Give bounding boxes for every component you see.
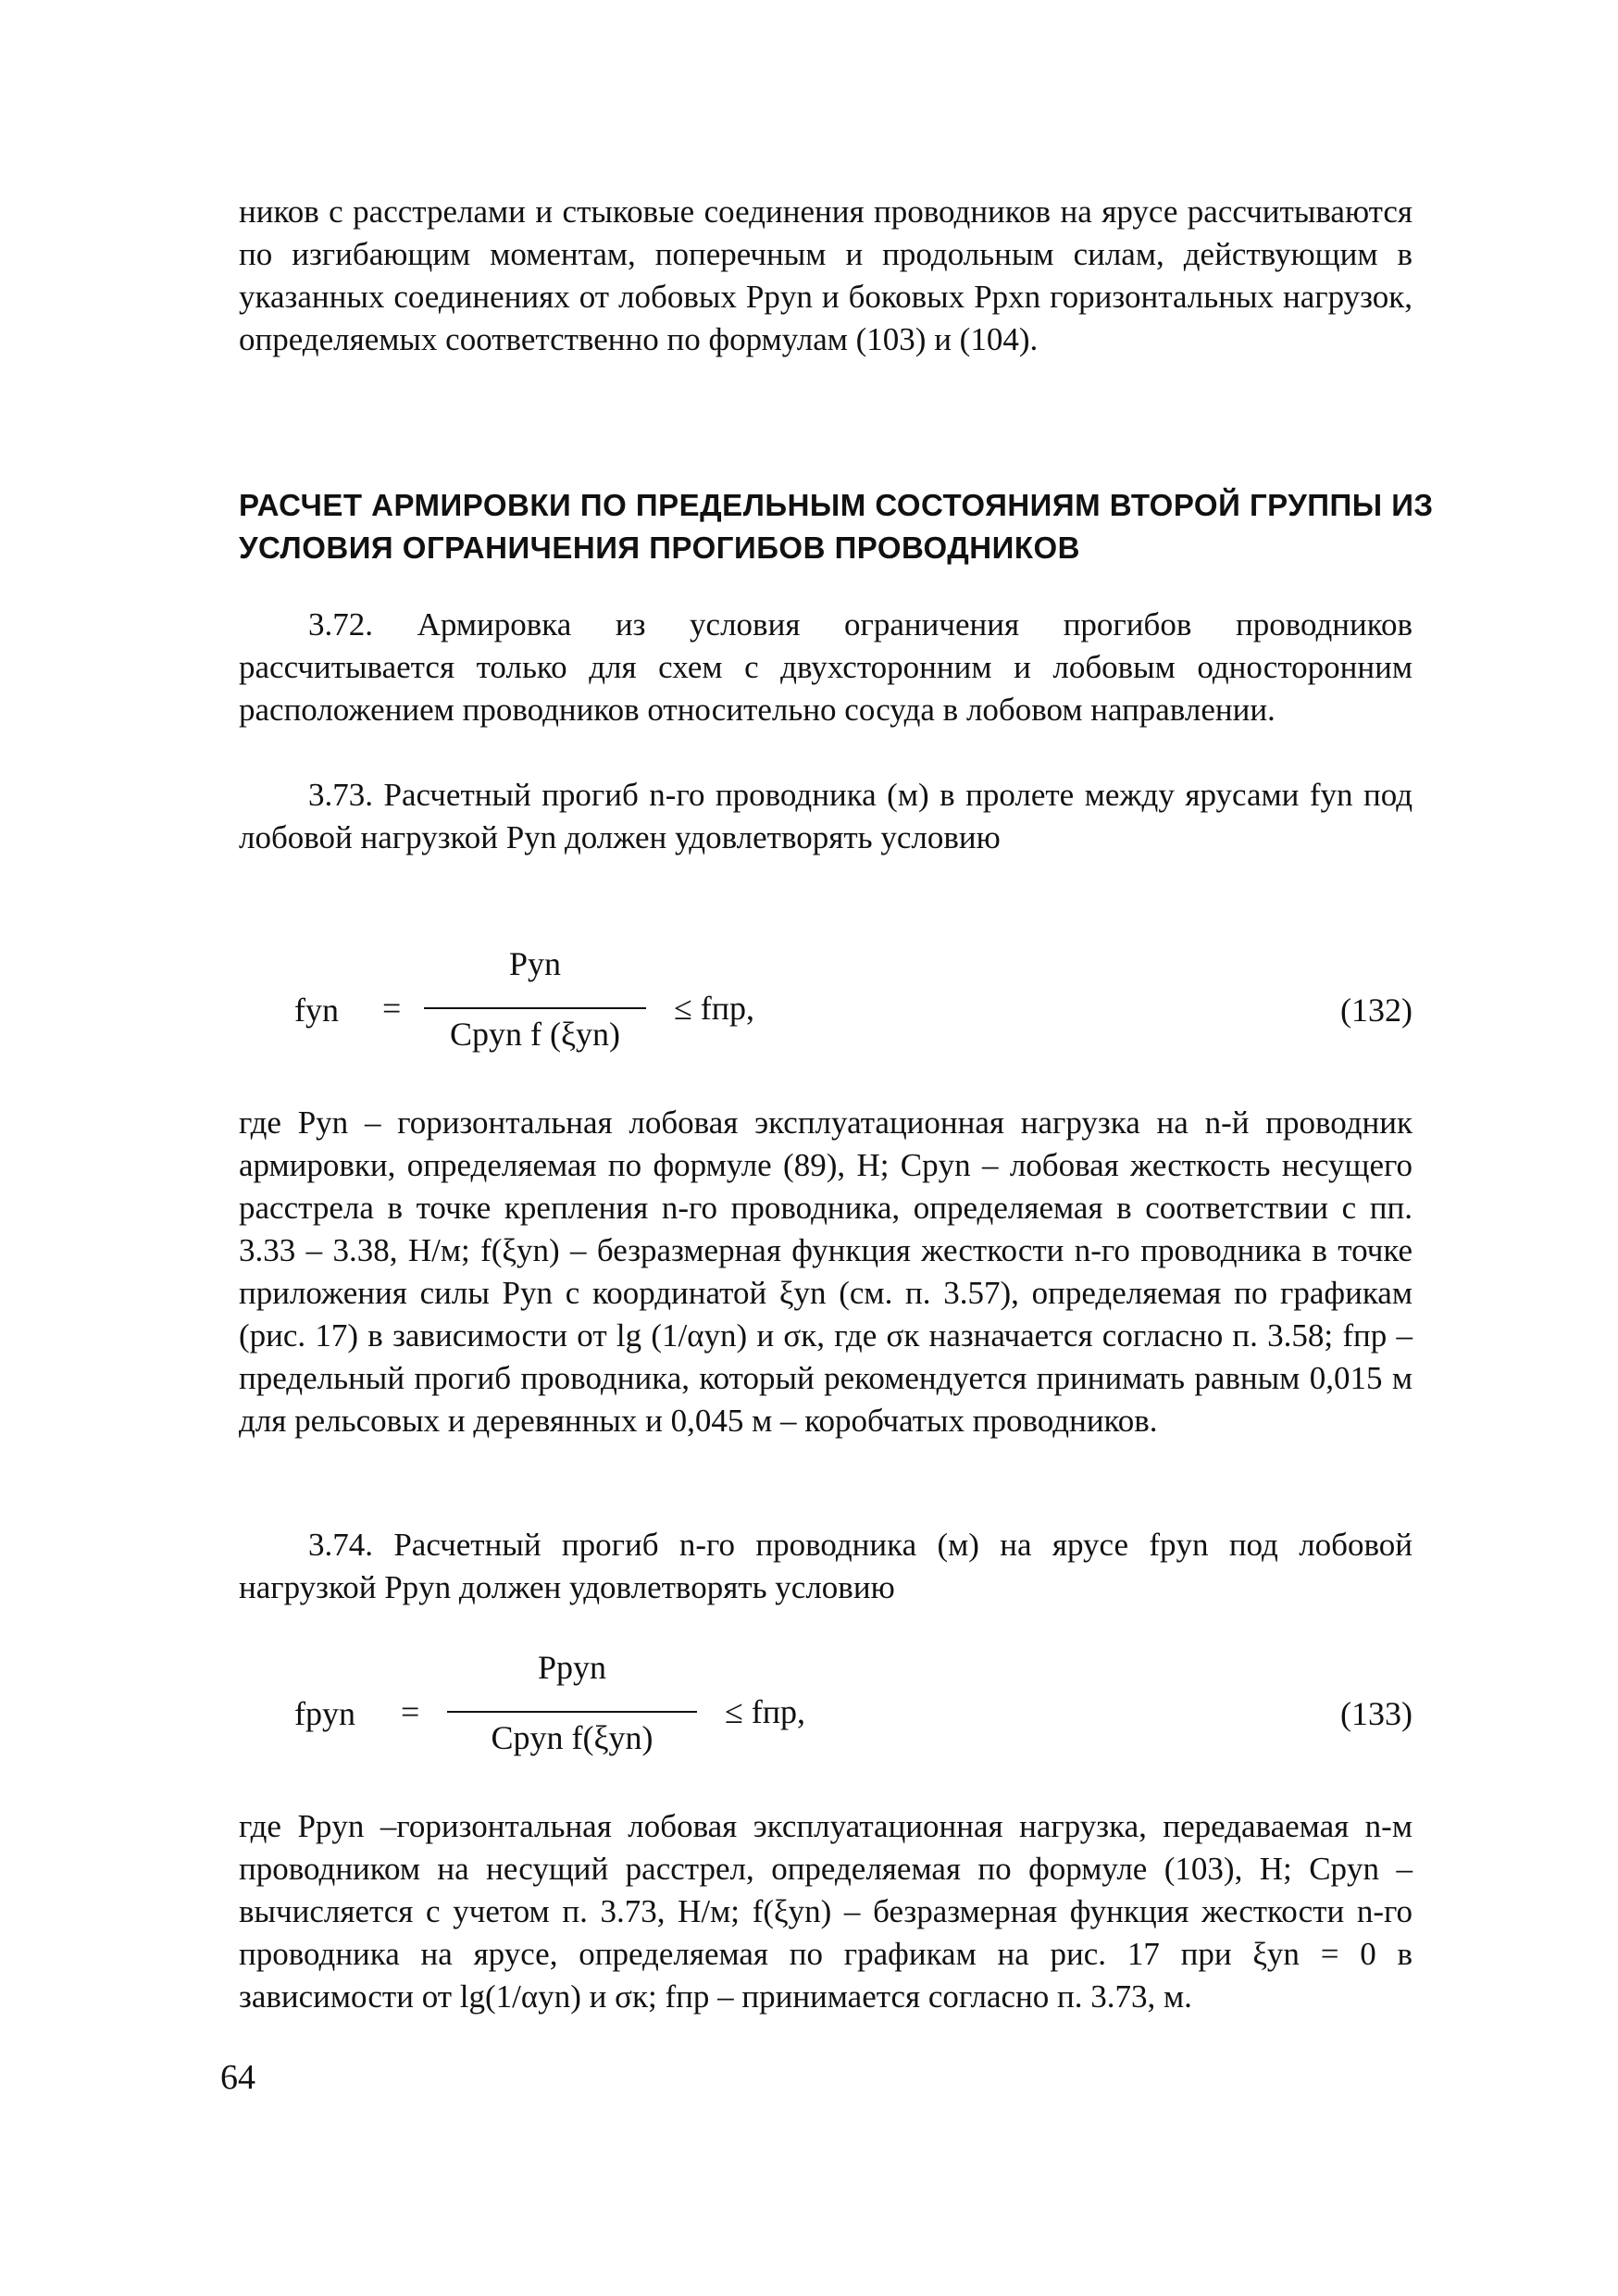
- paragraph-3-72: [239, 604, 1413, 731]
- formula-133-denominator: Cрyn f(ξyn): [491, 1719, 653, 1756]
- formula-133-relation: ≤ fпр,: [725, 1693, 806, 1730]
- paragraph-3-73-text: 3.73. Расчетный прогиб n-го проводника (м) в пролете между ярусами fyn под лобовой нагрузкой Pyn должен удовлетворять условию: [239, 777, 1413, 855]
- paragraph-intro: [239, 191, 1413, 361]
- formula-132-lhs: fyn: [294, 992, 339, 1029]
- paragraph-where-133-text: где Pрyn –горизонтальная лобовая эксплуатационная нагрузка, передаваемая n-м проводником на несущий расстрел, определяемая по формуле (103), Н; Cрyn – вычисляется с учетом п. 3.73, Н/м; f(ξyn) – безразмерная функция жесткости n-го проводника на ярусе, определяемая по графикам на рис. 17 при ξyn = 0 в зависимости от lg(1/αyn) и σк; fпр – принимается согласно п. 3.73, м.: [239, 1808, 1413, 2015]
- paragraph-3-74-text: 3.74. Расчетный прогиб n-го проводника (м) на ярусе fрyn под лобовой нагрузкой Pрyn должен удовлетворять условию: [239, 1527, 1413, 1605]
- formula-132-equals: =: [382, 990, 402, 1027]
- paragraph-3-73: [239, 774, 1413, 859]
- formula-132-fraction-bar: [424, 1007, 646, 1009]
- formula-133-lhs: fрyn: [294, 1695, 355, 1732]
- paragraph-intro-text: ников с расстрелами и стыковые соединения проводников на ярусе рассчитываются по изгибающим моментам, поперечным и продольным силам, действующим в указанных соединениях от лобовых Pрyn и боковых Pрxn горизонтальных нагрузок, определяемых соответственно по формулам (103) и (104).: [239, 193, 1413, 357]
- formula-133-number: (133): [1340, 1695, 1413, 1732]
- paragraph-where-132-text: где Pyn – горизонтальная лобовая эксплуатационная нагрузка на n-й проводник армировки, определяемая по формуле (89), Н; Cрyn – лобовая жесткость несущего расстрела в точке крепления n-го проводника, определяемая в соответствии с пп. 3.33 – 3.38, Н/м; f(ξyn) – безразмерная функция жесткости n-го проводника в точке приложения силы Pyn с координатой ξyn (см. п. 3.57), определяемая по графикам (рис. 17) в зависимости от lg (1/αyn) и σк, где σк назначается согласно п. 3.58; fпр – предельный прогиб проводника, который рекомендуется принимать равным 0,015 м для рельсовых и деревянных и 0,045 м – коробчатых проводников.: [239, 1104, 1413, 1439]
- formula-132: [239, 935, 1413, 1092]
- paragraph-where-133: [239, 1805, 1413, 2018]
- formula-132-numerator: Pyn: [508, 945, 562, 982]
- formula-133-equals: =: [401, 1693, 420, 1730]
- paragraph-3-74: [239, 1524, 1413, 1609]
- formula-132-denominator: Cрyn f (ξyn): [449, 1016, 621, 1053]
- paragraph-where-132: [239, 1102, 1413, 1442]
- formula-133-fraction-bar: [447, 1711, 697, 1713]
- section-heading: РАСЧЕТ АРМИРОВКИ ПО ПРЕДЕЛЬНЫМ СОСТОЯНИЯМ ВТОРОЙ ГРУППЫ ИЗ УСЛОВИЯ ОГРАНИЧЕНИЯ ПРОГИБОВ ПРОВОДНИКОВ: [239, 488, 1434, 565]
- formula-133: [239, 1639, 1413, 1796]
- page-number: 64: [220, 2058, 255, 2097]
- formula-133-numerator: Pрyn: [537, 1649, 607, 1686]
- formula-132-number: (132): [1340, 992, 1413, 1029]
- paragraph-3-72-text: 3.72. Армировка из условия ограничения прогибов проводников рассчитывается только для схем с двухсторонним и лобовым односторонним расположением проводников относительно сосуда в лобовом направлении.: [239, 606, 1413, 728]
- formula-132-relation: ≤ fпр,: [674, 990, 755, 1027]
